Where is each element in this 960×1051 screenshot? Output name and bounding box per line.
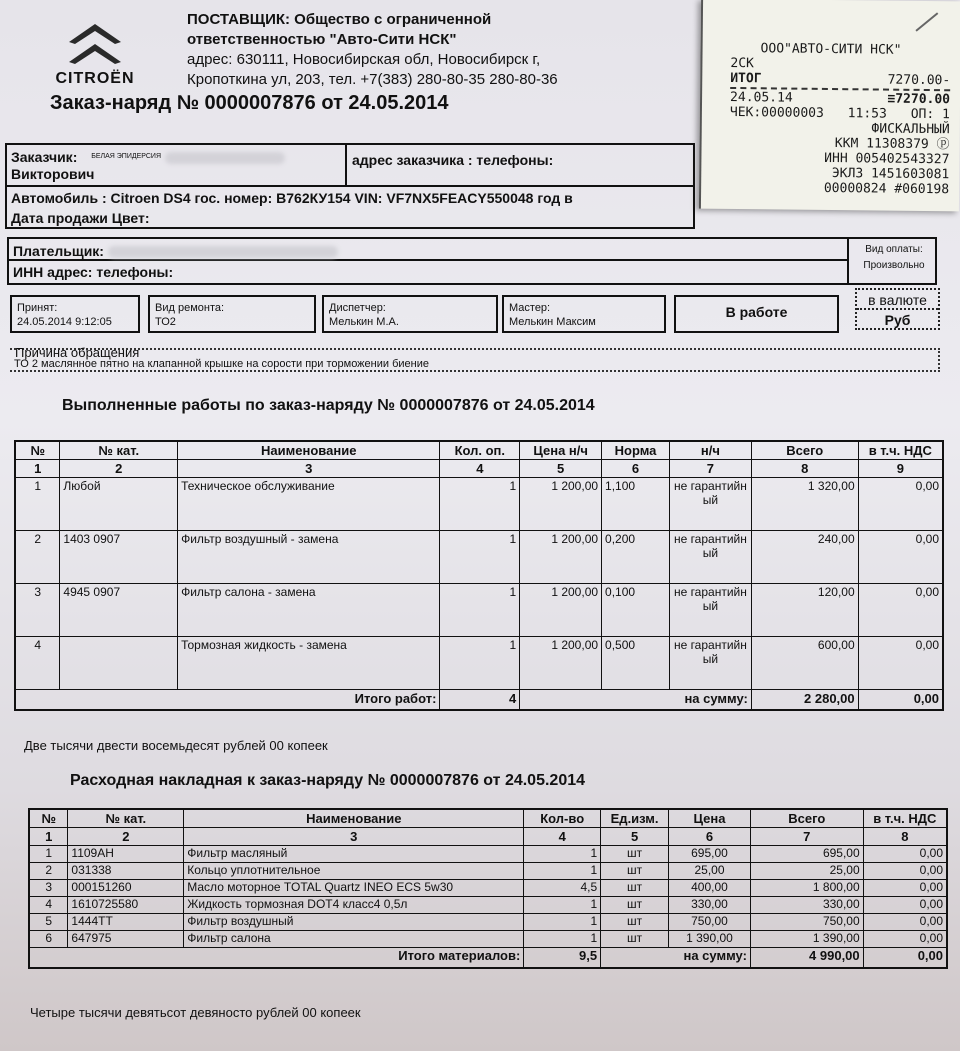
works-cell-price: 1 200,00 bbox=[520, 478, 602, 531]
payer-box bbox=[7, 237, 937, 285]
currency-label: в валюте bbox=[857, 290, 938, 310]
mat-cell-name: Фильтр салона bbox=[184, 931, 524, 948]
logo-wordmark: CITROËN bbox=[55, 70, 135, 87]
works-cell-name: Фильтр салона - замена bbox=[178, 584, 440, 637]
mat-cell-qty: 1 bbox=[524, 914, 601, 931]
receipt-inn: ИНН 005402543327 bbox=[824, 150, 950, 168]
payer-inn-line: ИНН адрес: телефоны: bbox=[9, 261, 849, 283]
materials-total-qty: 9,5 bbox=[524, 948, 601, 968]
master-box bbox=[502, 295, 666, 333]
supplier-block bbox=[187, 10, 707, 90]
mat-cell-total: 25,00 bbox=[750, 863, 863, 880]
mat-cell-n: 5 bbox=[29, 914, 68, 931]
mat-cell-vat: 0,00 bbox=[863, 846, 947, 863]
customer-label: Заказчик: bbox=[11, 149, 78, 165]
works-total-qty: 4 bbox=[440, 690, 520, 710]
receipt-time-row bbox=[730, 105, 950, 122]
materials-total-label: Итого материалов: bbox=[398, 948, 521, 963]
mat-cell-qty: 1 bbox=[524, 846, 601, 863]
reason-text: ТО 2 маслянное пятно на клапанной крышке на сорости при торможении биение bbox=[14, 358, 429, 370]
mat-cell-price: 1 390,00 bbox=[669, 931, 751, 948]
receipt-op: ОП: 1 bbox=[910, 106, 950, 123]
works-cell-name: Техническое обслуживание bbox=[178, 478, 440, 531]
mat-cell-name: Масло моторное TOTAL Quartz INEO ECS 5w30 bbox=[184, 880, 524, 897]
materials-index-cell: 6 bbox=[669, 828, 751, 846]
mat-cell-n: 6 bbox=[29, 931, 68, 948]
receipt-fiscal: ФИСКАЛЬНЫЙ bbox=[871, 121, 950, 138]
mat-cell-name: Жидкость тормозная DOT4 класс4 0,5л bbox=[184, 897, 524, 914]
receipt-check: ЧЕК:00000003 bbox=[729, 104, 824, 121]
receipt-company: ООО"АВТО-СИТИ НСК" bbox=[760, 41, 902, 58]
works-cell-norm: 0,200 bbox=[602, 531, 670, 584]
customer-address-phones: адрес заказчика : телефоны: bbox=[352, 152, 554, 168]
customer-box bbox=[5, 143, 695, 229]
mat-cell-unit: шт bbox=[601, 863, 669, 880]
mat-cell-qty: 1 bbox=[524, 863, 601, 880]
works-index-cell: 1 bbox=[15, 460, 60, 478]
works-index-row bbox=[15, 460, 943, 478]
materials-index-cell: 1 bbox=[29, 828, 68, 846]
mat-cell-vat: 0,00 bbox=[863, 863, 947, 880]
payment-type bbox=[851, 239, 937, 283]
reason-label: Причина обращения bbox=[15, 345, 140, 360]
receipt-date: 24.05.14 bbox=[729, 89, 793, 106]
repair-type-label: Вид ремонта: bbox=[155, 302, 225, 314]
works-total-row bbox=[15, 690, 943, 710]
materials-index-cell: 3 bbox=[184, 828, 524, 846]
supplier-line-1: ПОСТАВЩИК: Общество с ограниченной bbox=[187, 11, 492, 28]
materials-header-row bbox=[29, 809, 947, 828]
works-row bbox=[15, 637, 943, 690]
mat-cell-cat: 1109AH bbox=[68, 846, 184, 863]
pen-mark bbox=[915, 12, 938, 31]
supplier-address-1: адрес: 630111, Новосибирская обл, Новосибирск г, bbox=[187, 51, 541, 68]
customer-name-cell bbox=[7, 145, 347, 185]
master-value: Мелькин Максим bbox=[509, 316, 596, 328]
redacted-payer bbox=[108, 246, 338, 258]
mat-cell-total: 330,00 bbox=[750, 897, 863, 914]
works-header-cell: № bbox=[15, 441, 60, 460]
materials-total-row bbox=[29, 948, 947, 968]
works-cell-n: 1 bbox=[15, 478, 60, 531]
materials-header-cell: Кол-во bbox=[524, 809, 601, 828]
repair-type-value: ТО2 bbox=[155, 316, 176, 328]
materials-row bbox=[29, 846, 947, 863]
mat-cell-price: 400,00 bbox=[669, 880, 751, 897]
mat-cell-name: Фильтр масляный bbox=[184, 846, 524, 863]
works-cell-norm: 1,100 bbox=[602, 478, 670, 531]
materials-row bbox=[29, 897, 947, 914]
mat-cell-vat: 0,00 bbox=[863, 880, 947, 897]
mat-cell-cat: 1610725580 bbox=[68, 897, 184, 914]
supplier-address-2: Кропоткина ул, 203, тел. +7(383) 280-80-35 280-80-36 bbox=[187, 71, 558, 88]
mat-cell-cat: 1444TT bbox=[68, 914, 184, 931]
materials-header-cell: № bbox=[29, 809, 68, 828]
materials-sum-label: на сумму: bbox=[601, 948, 751, 968]
mat-cell-unit: шт bbox=[601, 897, 669, 914]
mat-cell-n: 1 bbox=[29, 846, 68, 863]
works-index-cell: 8 bbox=[751, 460, 858, 478]
materials-row bbox=[29, 931, 947, 948]
dispatcher-label: Диспетчер: bbox=[329, 302, 386, 314]
materials-row bbox=[29, 880, 947, 897]
works-cell-price: 1 200,00 bbox=[520, 637, 602, 690]
accepted-value: 24.05.2014 9:12:05 bbox=[17, 316, 112, 328]
works-cell-n: 4 bbox=[15, 637, 60, 690]
works-table bbox=[14, 440, 944, 711]
master-label: Мастер: bbox=[509, 302, 551, 314]
materials-header-cell: Цена bbox=[669, 809, 751, 828]
works-cell-total: 120,00 bbox=[751, 584, 858, 637]
mat-cell-total: 750,00 bbox=[750, 914, 863, 931]
mat-cell-unit: шт bbox=[601, 880, 669, 897]
materials-index-cell: 8 bbox=[863, 828, 947, 846]
works-cell-qty: 1 bbox=[440, 478, 520, 531]
status-badge: В работе bbox=[674, 295, 839, 333]
works-sum-vat: 0,00 bbox=[858, 690, 943, 710]
works-index-cell: 7 bbox=[669, 460, 751, 478]
currency-value: Руб bbox=[884, 312, 911, 328]
works-header-cell: Наименование bbox=[178, 441, 440, 460]
vehicle-info: Автомобиль : Citroen DS4 гос. номер: В762КУ154 VIN: VF7NX5FEACY550048 год в bbox=[11, 190, 573, 206]
works-index-cell: 4 bbox=[440, 460, 520, 478]
materials-header-cell: Ед.изм. bbox=[601, 809, 669, 828]
receipt-time: 11:53 bbox=[847, 106, 887, 122]
works-cell-total: 1 320,00 bbox=[751, 478, 858, 531]
materials-sum-total: 4 990,00 bbox=[750, 948, 863, 968]
works-cell-total: 240,00 bbox=[751, 531, 858, 584]
works-index-cell: 6 bbox=[602, 460, 670, 478]
materials-header-cell: Всего bbox=[750, 809, 863, 828]
works-cell-vat: 0,00 bbox=[858, 478, 943, 531]
materials-index-cell: 5 bbox=[601, 828, 669, 846]
works-row bbox=[15, 478, 943, 531]
materials-row bbox=[29, 914, 947, 931]
receipt-eklz: ЭКЛЗ 1451603081 bbox=[831, 166, 950, 183]
works-cell-name: Фильтр воздушный - замена bbox=[178, 531, 440, 584]
payer-label: Плательщик: bbox=[13, 243, 104, 259]
mat-cell-name: Фильтр воздушный bbox=[184, 914, 524, 931]
materials-row bbox=[29, 863, 947, 880]
mat-cell-qty: 4,5 bbox=[524, 880, 601, 897]
works-header-cell: Всего bbox=[751, 441, 858, 460]
mat-cell-total: 1 390,00 bbox=[750, 931, 863, 948]
works-cell-nh: не гарантийн ый bbox=[669, 637, 751, 690]
mat-cell-cat: 647975 bbox=[68, 931, 184, 948]
cash-receipt bbox=[699, 0, 960, 211]
works-cell-price: 1 200,00 bbox=[520, 531, 602, 584]
works-cell-cat: 4945 0907 bbox=[60, 584, 178, 637]
works-cell-norm: 0,500 bbox=[602, 637, 670, 690]
mat-cell-vat: 0,00 bbox=[863, 931, 947, 948]
customer-small-note: БЕЛАЯ ЭПИДЕРСИЯ bbox=[91, 153, 162, 160]
works-header-row bbox=[15, 441, 943, 460]
works-index-cell: 2 bbox=[60, 460, 178, 478]
materials-table bbox=[28, 808, 948, 969]
receipt-total-label: ИТОГ bbox=[730, 70, 762, 87]
works-cell-norm: 0,100 bbox=[602, 584, 670, 637]
materials-header-cell: № кат. bbox=[68, 809, 184, 828]
mat-cell-price: 750,00 bbox=[669, 914, 751, 931]
works-sum-total: 2 280,00 bbox=[751, 690, 858, 710]
accepted-label: Принят: bbox=[17, 302, 58, 314]
works-cell-total: 600,00 bbox=[751, 637, 858, 690]
mat-cell-cat: 031338 bbox=[68, 863, 184, 880]
payer-row bbox=[9, 239, 849, 261]
mat-cell-qty: 1 bbox=[524, 931, 601, 948]
supplier-line-2: ответственностью "Авто-Сити НСК" bbox=[187, 31, 457, 48]
works-index-cell: 9 bbox=[858, 460, 943, 478]
works-cell-nh: не гарантийн ый bbox=[669, 478, 751, 531]
mat-cell-vat: 0,00 bbox=[863, 897, 947, 914]
works-cell-qty: 1 bbox=[440, 637, 520, 690]
materials-sum-vat: 0,00 bbox=[863, 948, 947, 968]
materials-title: Расходная накладная к заказ-наряду № 0000007876 от 24.05.2014 bbox=[70, 772, 586, 789]
works-cell-cat: 1403 0907 bbox=[60, 531, 178, 584]
accepted-box bbox=[10, 295, 140, 333]
works-row bbox=[15, 584, 943, 637]
works-cell-name: Тормозная жидкость - замена bbox=[178, 637, 440, 690]
works-cell-qty: 1 bbox=[440, 531, 520, 584]
works-cell-vat: 0,00 bbox=[858, 637, 943, 690]
mat-cell-n: 3 bbox=[29, 880, 68, 897]
repair-type-box bbox=[148, 295, 316, 333]
works-cell-n: 2 bbox=[15, 531, 60, 584]
dispatcher-box bbox=[322, 295, 498, 333]
receipt-total-value-2: ≡7270.00 bbox=[887, 91, 951, 108]
works-cell-qty: 1 bbox=[440, 584, 520, 637]
materials-index-cell: 7 bbox=[750, 828, 863, 846]
works-cell-vat: 0,00 bbox=[858, 531, 943, 584]
order-title: Заказ-наряд № 0000007876 от 24.05.2014 bbox=[50, 92, 449, 114]
mat-cell-price: 25,00 bbox=[669, 863, 751, 880]
mat-cell-name: Кольцо уплотнительное bbox=[184, 863, 524, 880]
works-index-cell: 5 bbox=[520, 460, 602, 478]
materials-index-row bbox=[29, 828, 947, 846]
citroen-chevron-icon bbox=[65, 20, 125, 68]
mat-cell-unit: шт bbox=[601, 914, 669, 931]
works-header-cell: Цена н/ч bbox=[520, 441, 602, 460]
works-cell-price: 1 200,00 bbox=[520, 584, 602, 637]
mat-cell-unit: шт bbox=[601, 846, 669, 863]
mat-cell-unit: шт bbox=[601, 931, 669, 948]
dispatcher-value: Мелькин М.А. bbox=[329, 316, 399, 328]
works-sum-in-words: Две тысячи двести восемьдесят рублей 00 копеек bbox=[24, 738, 328, 753]
mat-cell-price: 330,00 bbox=[669, 897, 751, 914]
materials-header-cell: Наименование bbox=[184, 809, 524, 828]
works-cell-n: 3 bbox=[15, 584, 60, 637]
currency-box bbox=[855, 288, 940, 330]
redacted-name bbox=[165, 152, 285, 164]
payment-type-label: Вид оплаты: bbox=[865, 244, 923, 255]
receipt-total-row bbox=[730, 71, 950, 88]
works-header-cell: № кат. bbox=[60, 441, 178, 460]
receipt-kkm: ККМ 11308379 ⓟ bbox=[834, 136, 950, 153]
mat-cell-qty: 1 bbox=[524, 897, 601, 914]
works-cell-nh: не гарантийн ый bbox=[669, 531, 751, 584]
works-header-cell: Кол. оп. bbox=[440, 441, 520, 460]
sale-date-color: Дата продажи Цвет: bbox=[11, 210, 150, 226]
works-title: Выполненные работы по заказ-наряду № 0000007876 от 24.05.2014 bbox=[62, 397, 595, 414]
materials-index-cell: 2 bbox=[68, 828, 184, 846]
payment-type-value: Произвольно bbox=[863, 260, 925, 271]
mat-cell-vat: 0,00 bbox=[863, 914, 947, 931]
materials-header-cell: в т.ч. НДС bbox=[863, 809, 947, 828]
mat-cell-total: 695,00 bbox=[750, 846, 863, 863]
works-index-cell: 3 bbox=[178, 460, 440, 478]
mat-cell-n: 4 bbox=[29, 897, 68, 914]
works-header-cell: в т.ч. НДС bbox=[858, 441, 943, 460]
citroen-logo bbox=[40, 20, 150, 90]
works-cell-cat: Любой bbox=[60, 478, 178, 531]
materials-sum-in-words: Четыре тысячи девятьсот девяносто рублей 00 копеек bbox=[30, 1005, 361, 1020]
receipt-dept: 2СК bbox=[730, 55, 754, 72]
works-row bbox=[15, 531, 943, 584]
works-header-cell: Норма bbox=[602, 441, 670, 460]
receipt-code: 00000824 #060198 bbox=[823, 180, 950, 198]
works-cell-vat: 0,00 bbox=[858, 584, 943, 637]
mat-cell-n: 2 bbox=[29, 863, 68, 880]
receipt-total-value: 7270.00- bbox=[887, 72, 951, 89]
works-sum-label: на сумму: bbox=[520, 690, 752, 710]
mat-cell-total: 1 800,00 bbox=[750, 880, 863, 897]
works-cell-cat bbox=[60, 637, 178, 690]
works-header-cell: н/ч bbox=[669, 441, 751, 460]
customer-name-line2: Викторович bbox=[11, 166, 95, 182]
mat-cell-price: 695,00 bbox=[669, 846, 751, 863]
works-total-label: Итого работ: bbox=[354, 691, 437, 706]
mat-cell-cat: 000151260 bbox=[68, 880, 184, 897]
works-cell-nh: не гарантийн ый bbox=[669, 584, 751, 637]
materials-index-cell: 4 bbox=[524, 828, 601, 846]
